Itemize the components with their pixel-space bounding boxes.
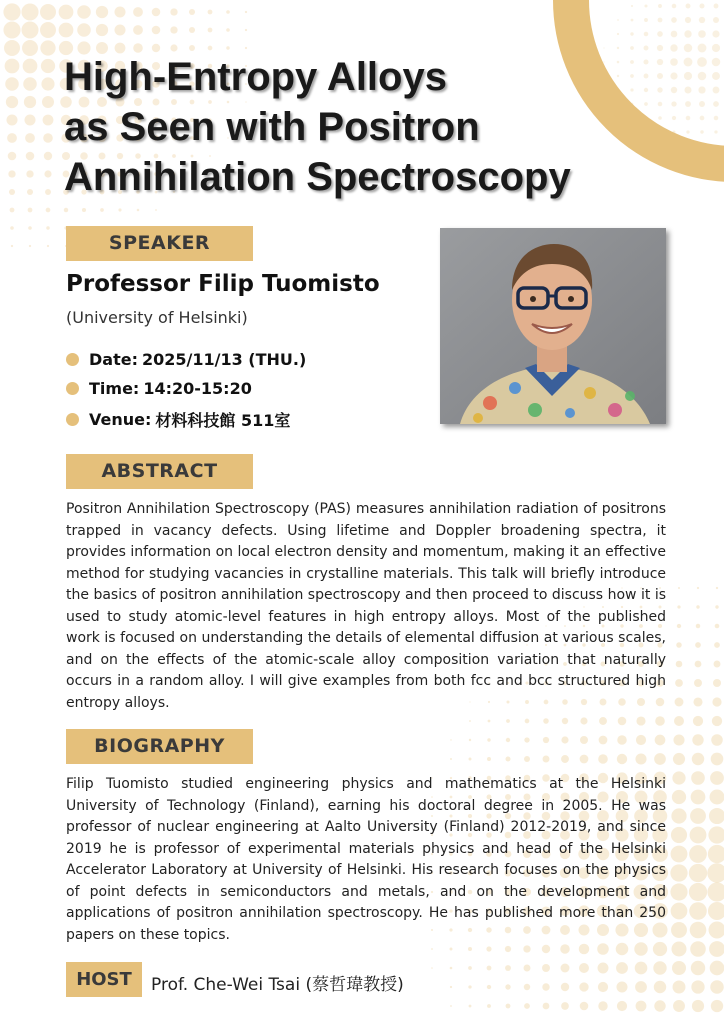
decor-dot bbox=[28, 226, 32, 230]
speaker-affiliation: (University of Helsinki) bbox=[66, 308, 248, 327]
decor-dot bbox=[96, 24, 108, 36]
decor-dot bbox=[29, 245, 31, 247]
decor-dot bbox=[671, 903, 688, 920]
decor-dot bbox=[692, 1000, 704, 1012]
decor-dot bbox=[506, 757, 511, 762]
decor-dot bbox=[43, 133, 53, 143]
decor-dot bbox=[542, 964, 550, 972]
decor-dot bbox=[711, 753, 724, 766]
decor-dot bbox=[580, 736, 588, 744]
decor-dot bbox=[524, 984, 530, 990]
decor-dot bbox=[543, 737, 549, 743]
decor-dot bbox=[672, 771, 685, 784]
decor-dot bbox=[11, 245, 13, 247]
decor-dot bbox=[672, 942, 687, 957]
decor-dot bbox=[655, 735, 666, 746]
decor-dot bbox=[21, 21, 38, 38]
decor-dot bbox=[690, 808, 706, 824]
decor-dot bbox=[506, 1004, 511, 1009]
decor-dot bbox=[696, 605, 699, 608]
decor-dot bbox=[152, 26, 161, 35]
decor-dot bbox=[691, 790, 706, 805]
decor-dot bbox=[100, 208, 104, 212]
biography-section-label: BIOGRAPHY bbox=[66, 729, 253, 764]
decor-dot bbox=[580, 1002, 589, 1011]
abstract-text: Positron Annihilation Spectroscopy (PAS) measures annihilation radiation of positrons trapped in vacancy defects. Using lifetime and Doppler broadening spectra, it provides information on local electron density and momentum, making it an effective method for studying vacancies in crystalline materials. This talk will briefly introduce the basics of positron annihilation spectroscopy and then proceed to discuss how it is used to study atomic-level features in high entropy alloys. Most of the published work is focused on understanding the details of elemental diffusion at various scales, and on the effects of the atomic-scale alloy composition variation that naturally occurs in a random alloy. I will give examples from both fcc and bcc structured high entropy alloys. bbox=[66, 501, 666, 711]
decor-dot bbox=[524, 737, 529, 742]
speaker-portrait-illustration bbox=[440, 228, 666, 424]
decor-dot bbox=[114, 24, 125, 35]
decor-dot bbox=[671, 922, 687, 938]
decor-dot bbox=[450, 758, 452, 760]
decor-dot bbox=[10, 208, 15, 213]
decor-dot bbox=[708, 845, 724, 863]
decor-dot bbox=[693, 697, 702, 706]
decor-dot bbox=[709, 941, 724, 957]
decor-dot bbox=[96, 6, 108, 18]
decor-dot bbox=[523, 945, 530, 952]
decor-dot bbox=[245, 11, 247, 13]
decor-dot bbox=[675, 698, 684, 707]
speaker-name: Professor Filip Tuomisto bbox=[66, 271, 380, 297]
decor-dot bbox=[4, 40, 20, 56]
speaker-photo bbox=[440, 228, 666, 424]
decor-dot bbox=[487, 966, 492, 971]
decor-dot bbox=[42, 96, 54, 108]
decor-dot bbox=[617, 735, 627, 745]
decor-dot bbox=[636, 735, 646, 745]
title-line-2: as Seen with Positron bbox=[64, 105, 480, 149]
decor-dot bbox=[41, 59, 55, 73]
decor-dot bbox=[676, 661, 683, 668]
decor-dot bbox=[133, 25, 143, 35]
decor-dot bbox=[40, 4, 56, 20]
biography-text: Filip Tuomisto studied engineering physics and mathematics at the Helsinki University of Technology (Finland), earning his doctoral degree in 2005. He was professor of nuclear engineering at Aalto University (Finland) 2012-2019, and since 2019 he is professor of experimental materials physics and head of the Helsinki Accelerator Laboratory at University of Helsinki. His research focuses on the physics of point defects in semiconductors and metals, and on the development and applications of positron annihilation spectroscopy. He has published more than 250 papers on these topics. bbox=[66, 776, 666, 943]
decor-dot bbox=[431, 948, 433, 950]
decor-dot bbox=[598, 982, 608, 992]
decor-dot bbox=[469, 758, 472, 761]
decor-dot bbox=[189, 9, 195, 15]
decor-dot bbox=[709, 808, 724, 824]
decor-dot bbox=[543, 718, 549, 724]
decor-dot bbox=[44, 152, 52, 160]
decor-dot bbox=[468, 985, 471, 988]
decor-dot bbox=[21, 3, 38, 20]
decor-dot bbox=[561, 736, 568, 743]
decor-dot bbox=[5, 59, 20, 74]
decor-dot bbox=[43, 115, 54, 126]
decor-dot bbox=[543, 756, 550, 763]
decor-dot bbox=[152, 44, 160, 52]
decor-dot bbox=[691, 980, 704, 993]
bullet-icon bbox=[66, 413, 79, 426]
decor-dot bbox=[690, 922, 707, 939]
decor-dot bbox=[598, 963, 609, 974]
decor-dot bbox=[692, 734, 703, 745]
decor-dot bbox=[707, 882, 724, 901]
decor-dot bbox=[696, 624, 701, 629]
decor-dot bbox=[714, 642, 720, 648]
decor-dot bbox=[712, 697, 721, 706]
speaker-section-label: SPEAKER bbox=[66, 226, 253, 261]
decor-dot bbox=[580, 717, 587, 724]
decor-dot bbox=[579, 963, 589, 973]
decor-dot bbox=[678, 587, 680, 589]
decor-dot bbox=[616, 962, 628, 974]
decor-dot bbox=[23, 77, 37, 91]
decor-dot bbox=[654, 1000, 665, 1011]
decor-dot bbox=[689, 902, 707, 920]
decor-dot bbox=[673, 753, 685, 765]
decor-dot bbox=[44, 170, 51, 177]
decor-dot bbox=[524, 756, 530, 762]
decor-dot bbox=[47, 245, 49, 247]
event-title bbox=[64, 52, 664, 202]
date-value: 2025/11/13 (THU.) bbox=[141, 350, 307, 369]
title-line-3: Annihilation Spectroscopy bbox=[64, 155, 571, 199]
decor-dot bbox=[636, 1001, 647, 1012]
decor-dot bbox=[711, 1000, 723, 1012]
decor-dot bbox=[6, 114, 17, 125]
decor-dot bbox=[713, 679, 721, 687]
decor-dot bbox=[670, 883, 687, 900]
decor-dot bbox=[487, 738, 490, 741]
host-section-label: HOST bbox=[66, 962, 142, 997]
decor-dot bbox=[598, 1001, 607, 1010]
decor-dot bbox=[170, 8, 177, 15]
time-label: Time: bbox=[89, 379, 140, 398]
decor-dot bbox=[488, 720, 491, 723]
decor-dot bbox=[10, 226, 14, 230]
decor-dot bbox=[670, 864, 687, 881]
decor-dot bbox=[245, 29, 247, 31]
decor-dot bbox=[561, 983, 569, 991]
decor-dot bbox=[561, 964, 570, 973]
decor-dot bbox=[41, 77, 54, 90]
decor-dot bbox=[715, 624, 720, 629]
decor-dot bbox=[654, 753, 666, 765]
decor-dot bbox=[674, 716, 684, 726]
decor-dot bbox=[710, 790, 724, 805]
decor-dot bbox=[673, 734, 684, 745]
decor-dot bbox=[25, 133, 35, 143]
decor-dot bbox=[676, 642, 682, 648]
decor-dot bbox=[226, 28, 230, 32]
decor-dot bbox=[673, 981, 686, 994]
decor-dot bbox=[708, 902, 724, 920]
decor-dot bbox=[707, 863, 724, 882]
decor-dot bbox=[114, 6, 125, 17]
decor-dot bbox=[133, 7, 143, 17]
decor-dot bbox=[599, 717, 607, 725]
decor-dot bbox=[208, 10, 213, 15]
decor-dot bbox=[5, 77, 19, 91]
decor-dot bbox=[654, 981, 666, 993]
decor-dot bbox=[695, 642, 701, 648]
decor-dot bbox=[450, 967, 453, 970]
decor-dot bbox=[226, 46, 229, 49]
decor-dot bbox=[3, 21, 20, 38]
decor-dot bbox=[468, 966, 472, 970]
decor-dot bbox=[189, 27, 195, 33]
decor-dot bbox=[710, 980, 724, 994]
decor-dot bbox=[677, 605, 680, 608]
decor-dot bbox=[653, 961, 666, 974]
decor-dot bbox=[245, 47, 247, 49]
decor-dot bbox=[226, 10, 230, 14]
decor-dot bbox=[673, 1000, 685, 1012]
decor-dot bbox=[689, 883, 707, 901]
decor-dot bbox=[524, 965, 531, 972]
decor-dot bbox=[635, 753, 646, 764]
decor-dot bbox=[170, 26, 177, 33]
date-label: Date: bbox=[89, 350, 138, 369]
decor-dot bbox=[170, 44, 177, 51]
decor-dot bbox=[561, 1002, 569, 1010]
decor-dot bbox=[580, 755, 589, 764]
decor-dot bbox=[152, 8, 161, 17]
decor-dot bbox=[486, 946, 491, 951]
decor-dot bbox=[505, 984, 510, 989]
decor-dot bbox=[617, 754, 627, 764]
bullet-icon bbox=[66, 382, 79, 395]
decor-dot bbox=[599, 736, 608, 745]
time-value: 14:20-15:20 bbox=[143, 379, 252, 398]
decor-dot bbox=[710, 771, 724, 785]
decor-dot bbox=[579, 982, 588, 991]
decor-dot bbox=[690, 827, 707, 844]
decor-dot bbox=[450, 739, 451, 740]
decor-dot bbox=[450, 948, 453, 951]
decor-dot bbox=[118, 208, 121, 211]
date-row bbox=[66, 350, 310, 369]
decor-dot bbox=[28, 208, 33, 213]
decor-dot bbox=[189, 45, 195, 51]
decor-dot bbox=[672, 961, 686, 975]
abstract-section-label: ABSTRACT bbox=[66, 454, 253, 489]
decor-dot bbox=[711, 734, 723, 746]
decor-dot bbox=[617, 1001, 627, 1011]
decor-dot bbox=[697, 587, 699, 589]
decor-dot bbox=[82, 208, 86, 212]
decor-dot bbox=[208, 46, 213, 51]
decor-dot bbox=[715, 605, 718, 608]
decor-dot bbox=[542, 945, 550, 953]
venue-value: 材料科技館 511室 bbox=[155, 411, 291, 430]
venue-label: Venue: bbox=[89, 410, 152, 429]
decor-dot bbox=[46, 226, 49, 229]
decor-dot bbox=[9, 189, 15, 195]
decor-dot bbox=[695, 661, 702, 668]
decor-dot bbox=[23, 59, 38, 74]
decor-dot bbox=[8, 170, 15, 177]
decor-dot bbox=[26, 152, 35, 161]
decor-dot bbox=[208, 28, 213, 33]
decor-dot bbox=[672, 790, 686, 804]
decor-dot bbox=[59, 23, 74, 38]
decor-dot bbox=[40, 22, 56, 38]
decor-dot bbox=[677, 624, 681, 628]
bullet-icon bbox=[66, 353, 79, 366]
decor-dot bbox=[524, 1003, 530, 1009]
decor-dot bbox=[431, 967, 433, 969]
decor-dot bbox=[487, 1004, 491, 1008]
decor-dot bbox=[710, 961, 724, 976]
decor-dot bbox=[671, 846, 688, 863]
decor-dot bbox=[59, 5, 74, 20]
decor-dot bbox=[543, 1003, 550, 1010]
decor-dot bbox=[542, 983, 549, 990]
decor-dot bbox=[693, 716, 703, 726]
decor-dot bbox=[45, 189, 51, 195]
decor-dot bbox=[689, 845, 707, 863]
decor-dot bbox=[450, 1005, 452, 1007]
decor-dot bbox=[691, 961, 705, 975]
decor-dot bbox=[469, 1005, 472, 1008]
decor-dot bbox=[487, 757, 491, 761]
decor-dot bbox=[505, 946, 511, 952]
decor-dot bbox=[598, 754, 608, 764]
decor-dot bbox=[3, 3, 20, 20]
decor-dot bbox=[525, 719, 530, 724]
decor-dot bbox=[77, 5, 91, 19]
decor-dot bbox=[709, 922, 724, 939]
decor-dot bbox=[27, 189, 33, 195]
decor-dot bbox=[26, 170, 33, 177]
decor-dot bbox=[22, 40, 38, 56]
decor-dot bbox=[714, 661, 721, 668]
decor-dot bbox=[469, 739, 471, 741]
title-line-1: High-Entropy Alloys bbox=[64, 55, 447, 99]
decor-dot bbox=[487, 985, 491, 989]
decor-dot bbox=[562, 718, 568, 724]
decor-dot bbox=[690, 941, 706, 957]
decor-dot bbox=[712, 716, 722, 726]
decor-dot bbox=[618, 717, 627, 726]
decor-dot bbox=[40, 40, 55, 55]
host-name: Prof. Che-Wei Tsai (蔡哲瑋教授) bbox=[151, 975, 404, 995]
decor-dot bbox=[691, 771, 705, 785]
decor-dot bbox=[468, 947, 472, 951]
decor-dot bbox=[561, 755, 569, 763]
decor-dot bbox=[506, 738, 510, 742]
decor-dot bbox=[46, 208, 51, 213]
decor-dot bbox=[616, 981, 627, 992]
venue-row bbox=[66, 408, 294, 431]
decor-dot bbox=[675, 679, 683, 687]
decor-dot bbox=[77, 23, 91, 37]
decor-dot bbox=[506, 719, 510, 723]
decor-dot bbox=[694, 679, 702, 687]
decor-dot bbox=[137, 209, 140, 212]
decor-dot bbox=[505, 965, 511, 971]
decor-dot bbox=[64, 208, 68, 212]
decor-dot bbox=[716, 587, 718, 589]
decor-dot bbox=[635, 962, 648, 975]
decor-dot bbox=[708, 826, 724, 843]
decor-dot bbox=[450, 986, 452, 988]
decor-dot bbox=[671, 827, 687, 843]
decor-dot bbox=[671, 808, 686, 823]
decor-dot bbox=[155, 209, 157, 211]
decor-dot bbox=[689, 864, 707, 882]
decor-dot bbox=[24, 96, 36, 108]
decor-dot bbox=[692, 753, 705, 766]
decor-dot bbox=[24, 114, 35, 125]
time-row bbox=[66, 379, 256, 398]
decor-dot bbox=[469, 720, 471, 722]
decor-dot bbox=[635, 981, 647, 993]
decor-dot bbox=[636, 716, 645, 725]
decor-dot bbox=[6, 96, 18, 108]
decor-dot bbox=[8, 152, 17, 161]
decor-dot bbox=[7, 133, 17, 143]
decor-dot bbox=[655, 716, 665, 726]
